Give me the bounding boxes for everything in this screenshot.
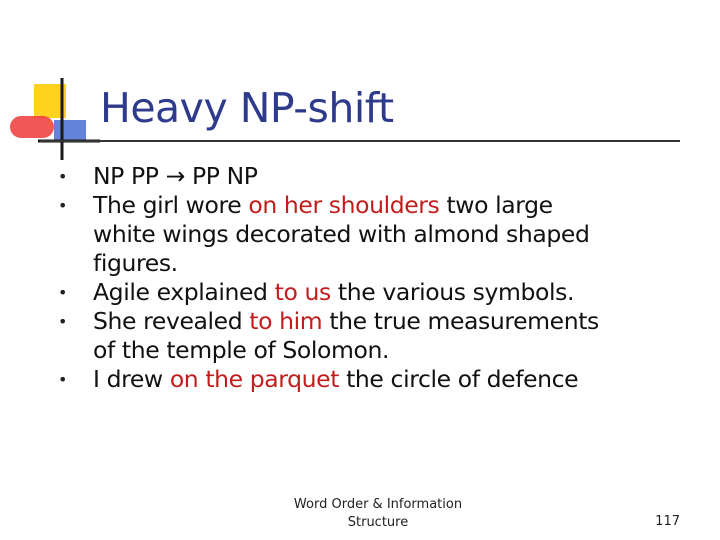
footer-line-1: Word Order & Information [293, 497, 463, 512]
highlighted-phrase: on the parquet [169, 365, 340, 393]
footer-text [278, 496, 478, 532]
bullet-icon: • [58, 283, 68, 302]
text-segment: the various symbols. [330, 278, 575, 306]
bullet-item [0, 191, 720, 278]
text-segment: → [165, 162, 185, 190]
bullet-list [0, 162, 720, 394]
bullet-icon: • [58, 167, 68, 186]
text-segment: PP NP [184, 162, 258, 190]
bullet-line [93, 162, 680, 191]
bullet-continuation-line: of the temple of Solomon. [93, 336, 390, 364]
bullet-icon: • [58, 196, 68, 215]
highlighted-phrase: to us [274, 278, 331, 306]
bullet-icon: • [58, 312, 68, 331]
bullet-item [0, 307, 720, 365]
title-divider [40, 140, 680, 142]
text-segment: I drew [93, 365, 170, 393]
highlighted-phrase: to him [249, 307, 323, 335]
text-segment: She revealed [93, 307, 250, 335]
footer-line-2: Structure [347, 515, 409, 530]
bullet-continuation-line: white wings decorated with almond shaped [93, 220, 590, 248]
text-segment: the circle of defence [339, 365, 579, 393]
bullet-line [93, 191, 680, 220]
highlighted-phrase: on her shoulders [248, 191, 440, 219]
bullet-line [93, 307, 680, 336]
text-segment: the true measurements [322, 307, 599, 335]
bullet-item [0, 365, 720, 394]
text-segment: Agile explained [93, 278, 275, 306]
text-segment: two large [439, 191, 553, 219]
deco-blue-square [54, 120, 86, 142]
deco-red-bar [10, 116, 54, 138]
bullet-continuation-line: figures. [93, 249, 178, 277]
bullet-icon: • [58, 370, 68, 389]
text-segment: NP PP [93, 162, 166, 190]
bullet-line [93, 278, 680, 307]
page-number: 117 [655, 514, 680, 529]
bullet-item [0, 162, 720, 191]
bullet-line [93, 365, 680, 394]
bullet-item [0, 278, 720, 307]
text-segment: The girl wore [93, 191, 249, 219]
slide-title: Heavy NP-shift [100, 84, 394, 132]
